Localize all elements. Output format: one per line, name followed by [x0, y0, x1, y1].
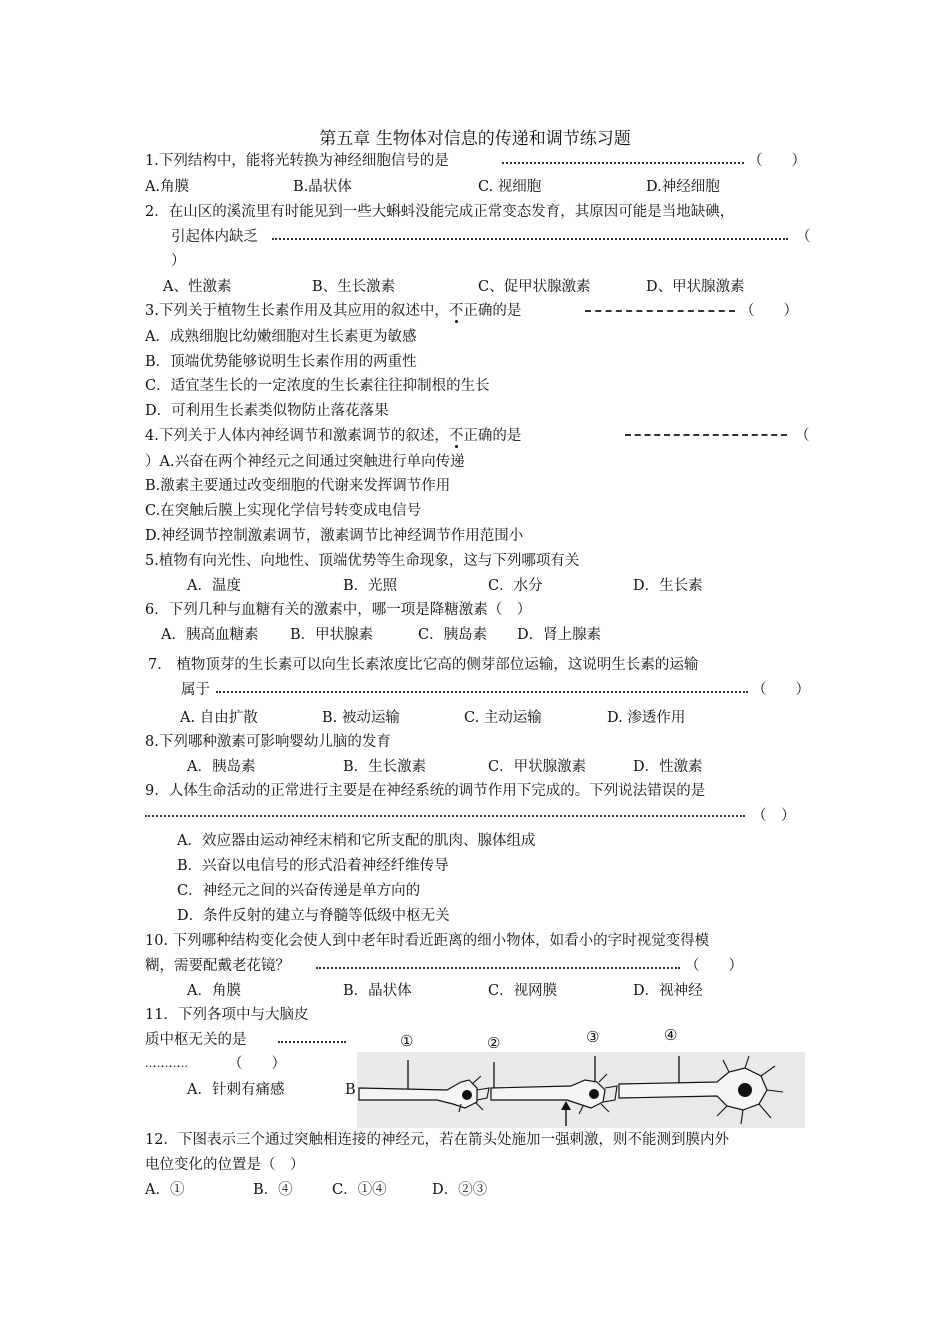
q8-option-a: A．胰岛素 [187, 759, 256, 775]
q4-leader [625, 434, 787, 436]
q11-stem-line2: 质中枢无关的是 [145, 1032, 247, 1048]
q10-stem-line1: 10. 下列哪种结构变化会使人到中老年时看近距离的细小物体，如看小的字时视觉变得模 [145, 933, 710, 949]
q9-option-a: A．效应器由运动神经末梢和它所支配的肌肉、腺体组成 [177, 833, 536, 849]
q12-stem-line1: 12．下图表示三个通过突触相连接的神经元，若在箭头处施加一强刺激，则不能测到膜内外 [145, 1132, 729, 1148]
q4-stem [145, 425, 521, 447]
q12-option-b: B．④ [253, 1182, 293, 1198]
q3-stem-a: 3.下列关于植物生长素作用及其应用的叙述中， [145, 303, 449, 319]
q1-option-b: B.晶状体 [293, 179, 352, 195]
q5-option-b: B．光照 [343, 578, 398, 594]
q1-option-a: A.角膜 [145, 179, 190, 195]
q2-leader [272, 238, 788, 240]
q7-option-b: B. 被动运输 [322, 710, 400, 726]
q7-option-a: A. 自由扩散 [180, 710, 258, 726]
q1-leader [502, 162, 744, 164]
q8-stem: 8.下列哪种激素可影响婴幼儿脑的发育 [145, 734, 391, 750]
q1-option-d: D.神经细胞 [646, 179, 720, 195]
page-title: 第五章 生物体对信息的传递和调节练习题 [319, 129, 631, 149]
q7-stem-line2: 属于 [181, 682, 210, 698]
q3-leader [585, 310, 735, 312]
q11-stem-line1: 11．下列各项中与大脑皮 [145, 1007, 309, 1023]
q9-option-d: D．条件反射的建立与脊髓等低级中枢无关 [177, 908, 450, 924]
q5-option-d: D．生长素 [633, 578, 703, 594]
q3-option-d: D．可利用生长素类似物防止落花落果 [145, 403, 389, 419]
q6-option-a: A．胰高血糖素 [161, 627, 259, 643]
neuron-chain-figure [357, 1052, 805, 1128]
q3-stem-b: 正确的是 [463, 303, 522, 319]
q6-option-c: C．胰岛素 [418, 627, 488, 643]
q1-stem: 1.下列结构中，能将光转换为神经细胞信号的是 [145, 153, 449, 169]
q9-option-c: C．神经元之间的兴奋传递是单方向的 [177, 883, 421, 899]
q11-option-b-truncated: B [345, 1082, 356, 1098]
q11-leader-1 [278, 1041, 346, 1043]
q2-paren-close: ） [171, 253, 186, 269]
q8-option-b: B．生长激素 [343, 759, 427, 775]
q12-stem-line2: 电位变化的位置是（ ） [145, 1157, 305, 1173]
q7-option-c: C. 主动运输 [464, 710, 542, 726]
q6-option-b: B．甲状腺素 [290, 627, 374, 643]
q11-option-a: A．针刺有痛感 [187, 1082, 285, 1098]
q4-option-d: D.神经调节控制激素调节，激素调节比神经调节作用范围小 [145, 528, 524, 544]
q9-stem: 9．人体生命活动的正常进行主要是在神经系统的调节作用下完成的。下列说法错误的是 [145, 783, 706, 799]
q3-option-b: B．顶端优势能够说明生长素作用的两重性 [145, 354, 417, 370]
q10-option-a: A．角膜 [187, 983, 241, 999]
q10-stem-line2: 糊，需要配戴老花镜？ [145, 958, 290, 974]
figure-label-3: ③ [586, 1028, 600, 1046]
q8-option-c: C．甲状腺激素 [488, 759, 587, 775]
q4-option-b: B.激素主要通过改变细胞的代谢来发挥调节作用 [145, 478, 451, 494]
q3-emphasis: 不 [448, 303, 464, 319]
q1-option-c: C. 视细胞 [478, 179, 542, 195]
q12-option-d: D．②③ [432, 1182, 488, 1198]
q4-emphasis: 不 [448, 428, 464, 444]
q5-stem: 5.植物有向光性、向地性、顶端优势等生命现象，这与下列哪项有关 [145, 553, 580, 569]
figure-label-2: ② [487, 1034, 501, 1052]
q4-paren-open: （ [795, 428, 810, 444]
q1-paren: （ ） [748, 153, 806, 169]
q2-option-b: B、生长激素 [312, 279, 396, 295]
q3-option-c: C．适宜茎生长的一定浓度的生长素往往抑制根的生长 [145, 378, 490, 394]
q11-dots: …………… [145, 1057, 185, 1070]
q7-stem-line1: 7． 植物顶芽的生长素可以向生长素浓度比它高的侧芽部位运输，这说明生长素的运输 [148, 657, 699, 673]
q11-paren: （ ） [228, 1056, 286, 1072]
q2-option-c: C、促甲状腺激素 [478, 279, 591, 295]
q9-option-b: B．兴奋以电信号的形式沿着神经纤维传导 [177, 858, 449, 874]
q6-stem: 6．下列几种与血糖有关的激素中，哪一项是降糖激素（ ） [145, 602, 532, 618]
q3-stem [145, 300, 521, 322]
q2-option-a: A、性激素 [163, 279, 232, 295]
q2-stem-line1: 2．在山区的溪流里有时能见到一些大蝌蚪没能完成正常变态发育，其原因可能是当地缺碘， [145, 204, 735, 220]
q8-option-d: D．性激素 [633, 759, 703, 775]
q2-stem-line2: 引起体内缺乏 [171, 229, 258, 245]
q9-leader [145, 815, 745, 817]
q4-option-a: ）A.兴奋在两个神经元之间通过突触进行单向传递 [145, 454, 465, 470]
q10-leader [316, 967, 680, 969]
q4-option-c: C.在突触后膜上实现化学信号转变成电信号 [145, 503, 422, 519]
figure-label-1: ① [400, 1032, 414, 1050]
q3-option-a: A．成熟细胞比幼嫩细胞对生长素更为敏感 [145, 329, 417, 345]
q3-paren: （ ） [740, 303, 798, 319]
q9-paren: （ ） [752, 808, 796, 824]
q7-option-d: D. 渗透作用 [607, 710, 686, 726]
q7-leader [216, 691, 748, 693]
q4-stem-a: 4.下列关于人体内神经调节和激素调节的叙述， [145, 428, 449, 444]
q4-stem-b: 正确的是 [463, 428, 522, 444]
q12-option-c: C．①④ [332, 1182, 387, 1198]
q10-paren: （ ） [685, 958, 743, 974]
q5-option-c: C．水分 [488, 578, 543, 594]
q5-option-a: A．温度 [187, 578, 241, 594]
figure-label-4: ④ [664, 1026, 678, 1044]
q2-paren-open: （ [796, 229, 811, 245]
q6-option-d: D．肾上腺素 [517, 627, 602, 643]
q2-option-d: D、甲状腺激素 [646, 279, 745, 295]
q10-option-c: C．视网膜 [488, 983, 558, 999]
q10-option-b: B．晶状体 [343, 983, 412, 999]
q10-option-d: D．视神经 [633, 983, 703, 999]
q7-paren: （ ） [752, 682, 810, 698]
q12-option-a: A．① [145, 1182, 185, 1198]
